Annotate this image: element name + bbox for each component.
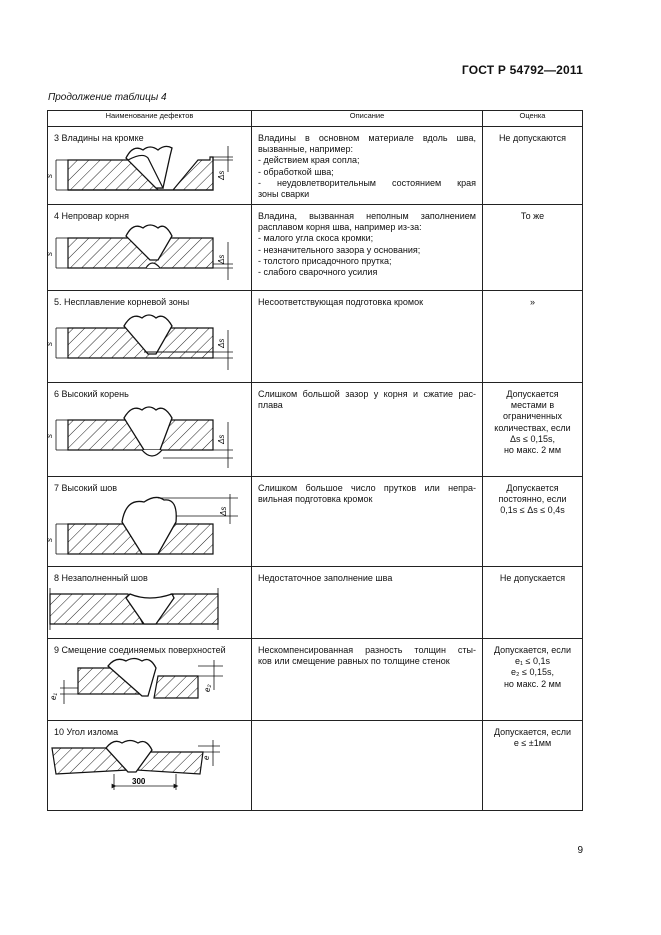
- dimension-label-e: e: [202, 755, 211, 760]
- table-row: [48, 721, 583, 811]
- table-row: [48, 205, 583, 291]
- table-header-row: [48, 111, 583, 127]
- rating-cell: [483, 477, 583, 567]
- defect-name: 7 Высокий шов: [54, 483, 118, 493]
- defect-name-cell: [45, 205, 252, 291]
- weld-figure-incomplete-root: [45, 222, 248, 282]
- page-number: 9: [577, 845, 583, 856]
- weld-figure-high-weld: [45, 494, 248, 560]
- dimension-label-s: s: [45, 434, 54, 438]
- weld-figure-high-root: [45, 400, 248, 470]
- weld-figure-angular-misalignment: [48, 738, 248, 808]
- rating-cell: [483, 205, 583, 291]
- defects-table: [47, 110, 583, 811]
- rating: Допускается постоянно, если 0,1s ≤ Δs ≤ 0,4s: [498, 483, 567, 516]
- dimension-label-delta-s: Δs: [219, 506, 228, 516]
- rating-cell: [483, 639, 583, 721]
- weld-figure-surface-misalignment: [48, 656, 248, 714]
- dimension-label-length: 300: [132, 777, 146, 786]
- dimension-label-s: s: [45, 538, 54, 542]
- column-header-description: Описание: [252, 111, 483, 127]
- defect-name-cell: [48, 639, 252, 721]
- description: Недостаточное заполнение шва: [258, 573, 393, 583]
- dimension-label-delta-s: Δs: [217, 338, 226, 348]
- dimension-label-delta-s: Δs: [217, 170, 226, 180]
- table-row: [48, 127, 583, 205]
- description: Нескомпенсированная разность толщин сты- ков или смещение равных по толщине стенок: [258, 645, 476, 667]
- description-cell: [252, 477, 483, 567]
- description: Владина, вызванная неполным заполнением расплавом корня шва, например из-за: - малого угла скоса кромки; - незначительного зазора у основания; - толстого присадочного прутка; - слабого сварочного усилия: [258, 211, 476, 278]
- rating-cell: [483, 567, 583, 639]
- table-row: [48, 477, 583, 567]
- defect-name-cell: [45, 477, 252, 567]
- defect-name-cell: [45, 383, 252, 477]
- weld-figure-edge-undercut: [45, 144, 248, 196]
- defect-name: 3 Владины на кромке: [54, 133, 144, 143]
- description: Слишком большое число прутков или непра- вильная подготовка кромок: [258, 483, 476, 505]
- description-cell: [252, 383, 483, 477]
- rating: Допускается, если e₁ ≤ 0,1s e₂ ≤ 0,15s, но макс. 2 мм: [493, 645, 571, 689]
- table-continuation-label: Продолжение таблицы 4: [48, 92, 167, 103]
- dimension-label-s: s: [45, 174, 54, 178]
- dimension-label-s: s: [45, 342, 54, 346]
- defect-name-cell: [45, 127, 252, 205]
- rating: Допускается местами в ограниченных количествах, если Δs ≤ 0,15s, но макс. 2 мм: [494, 389, 571, 456]
- defect-name: 8 Незаполненный шов: [54, 573, 148, 583]
- description-cell: [252, 567, 483, 639]
- document-code: ГОСТ Р 54792—2011: [461, 63, 583, 77]
- rating: »: [529, 297, 535, 307]
- defect-name: 6 Высокий корень: [54, 389, 129, 399]
- rating-cell: [483, 291, 583, 383]
- table-row: [48, 567, 583, 639]
- dimension-label-e1: e₁: [49, 693, 58, 700]
- rating-cell: [483, 127, 583, 205]
- defect-name-cell: [48, 721, 252, 811]
- dimension-label-e2: e₂: [203, 684, 212, 692]
- description-cell: [252, 639, 483, 721]
- dimension-label-delta-s: Δs: [217, 434, 226, 444]
- table-row: [48, 383, 583, 477]
- rating: Не допускается: [499, 573, 566, 583]
- dimension-label-delta-s: Δs: [217, 254, 226, 264]
- defect-name-cell: [45, 291, 252, 383]
- rating-cell: [483, 721, 583, 811]
- column-header-name: Наименование дефектов: [48, 111, 252, 127]
- defect-name: 10 Угол излома: [54, 727, 119, 737]
- defect-name-cell: [48, 567, 252, 639]
- dimension-label-s: s: [45, 252, 54, 256]
- defect-name: 5. Несплавление корневой зоны: [54, 297, 190, 307]
- column-header-rating: Оценка: [483, 111, 583, 127]
- description: Несоответствующая подготовка кромок: [258, 297, 424, 307]
- defect-name: 9 Смещение соединяемых поверхностей: [54, 645, 226, 655]
- description-cell: [252, 127, 483, 205]
- table-row: [48, 291, 583, 383]
- rating-cell: [483, 383, 583, 477]
- description-cell: [252, 721, 483, 811]
- description-cell: [252, 291, 483, 383]
- description: Слишком большой зазор у корня и сжатие рас- плава: [258, 389, 476, 411]
- rating: Допускается, если e ≤ ±1мм: [493, 727, 571, 749]
- rating: Не допускаются: [498, 133, 567, 143]
- description-cell: [252, 205, 483, 291]
- rating: То же: [520, 211, 545, 221]
- defect-name: 4 Непровар корня: [54, 211, 129, 221]
- weld-figure-unfilled-weld: [48, 584, 248, 634]
- table-row: [48, 639, 583, 721]
- weld-figure-root-fusion: [45, 308, 248, 374]
- description: Владины в основном материале вдоль шва, вызванные, например: - действием края сопла; - обработкой шва; - неудовлетворительным состоянием края зоны сварки: [258, 133, 476, 200]
